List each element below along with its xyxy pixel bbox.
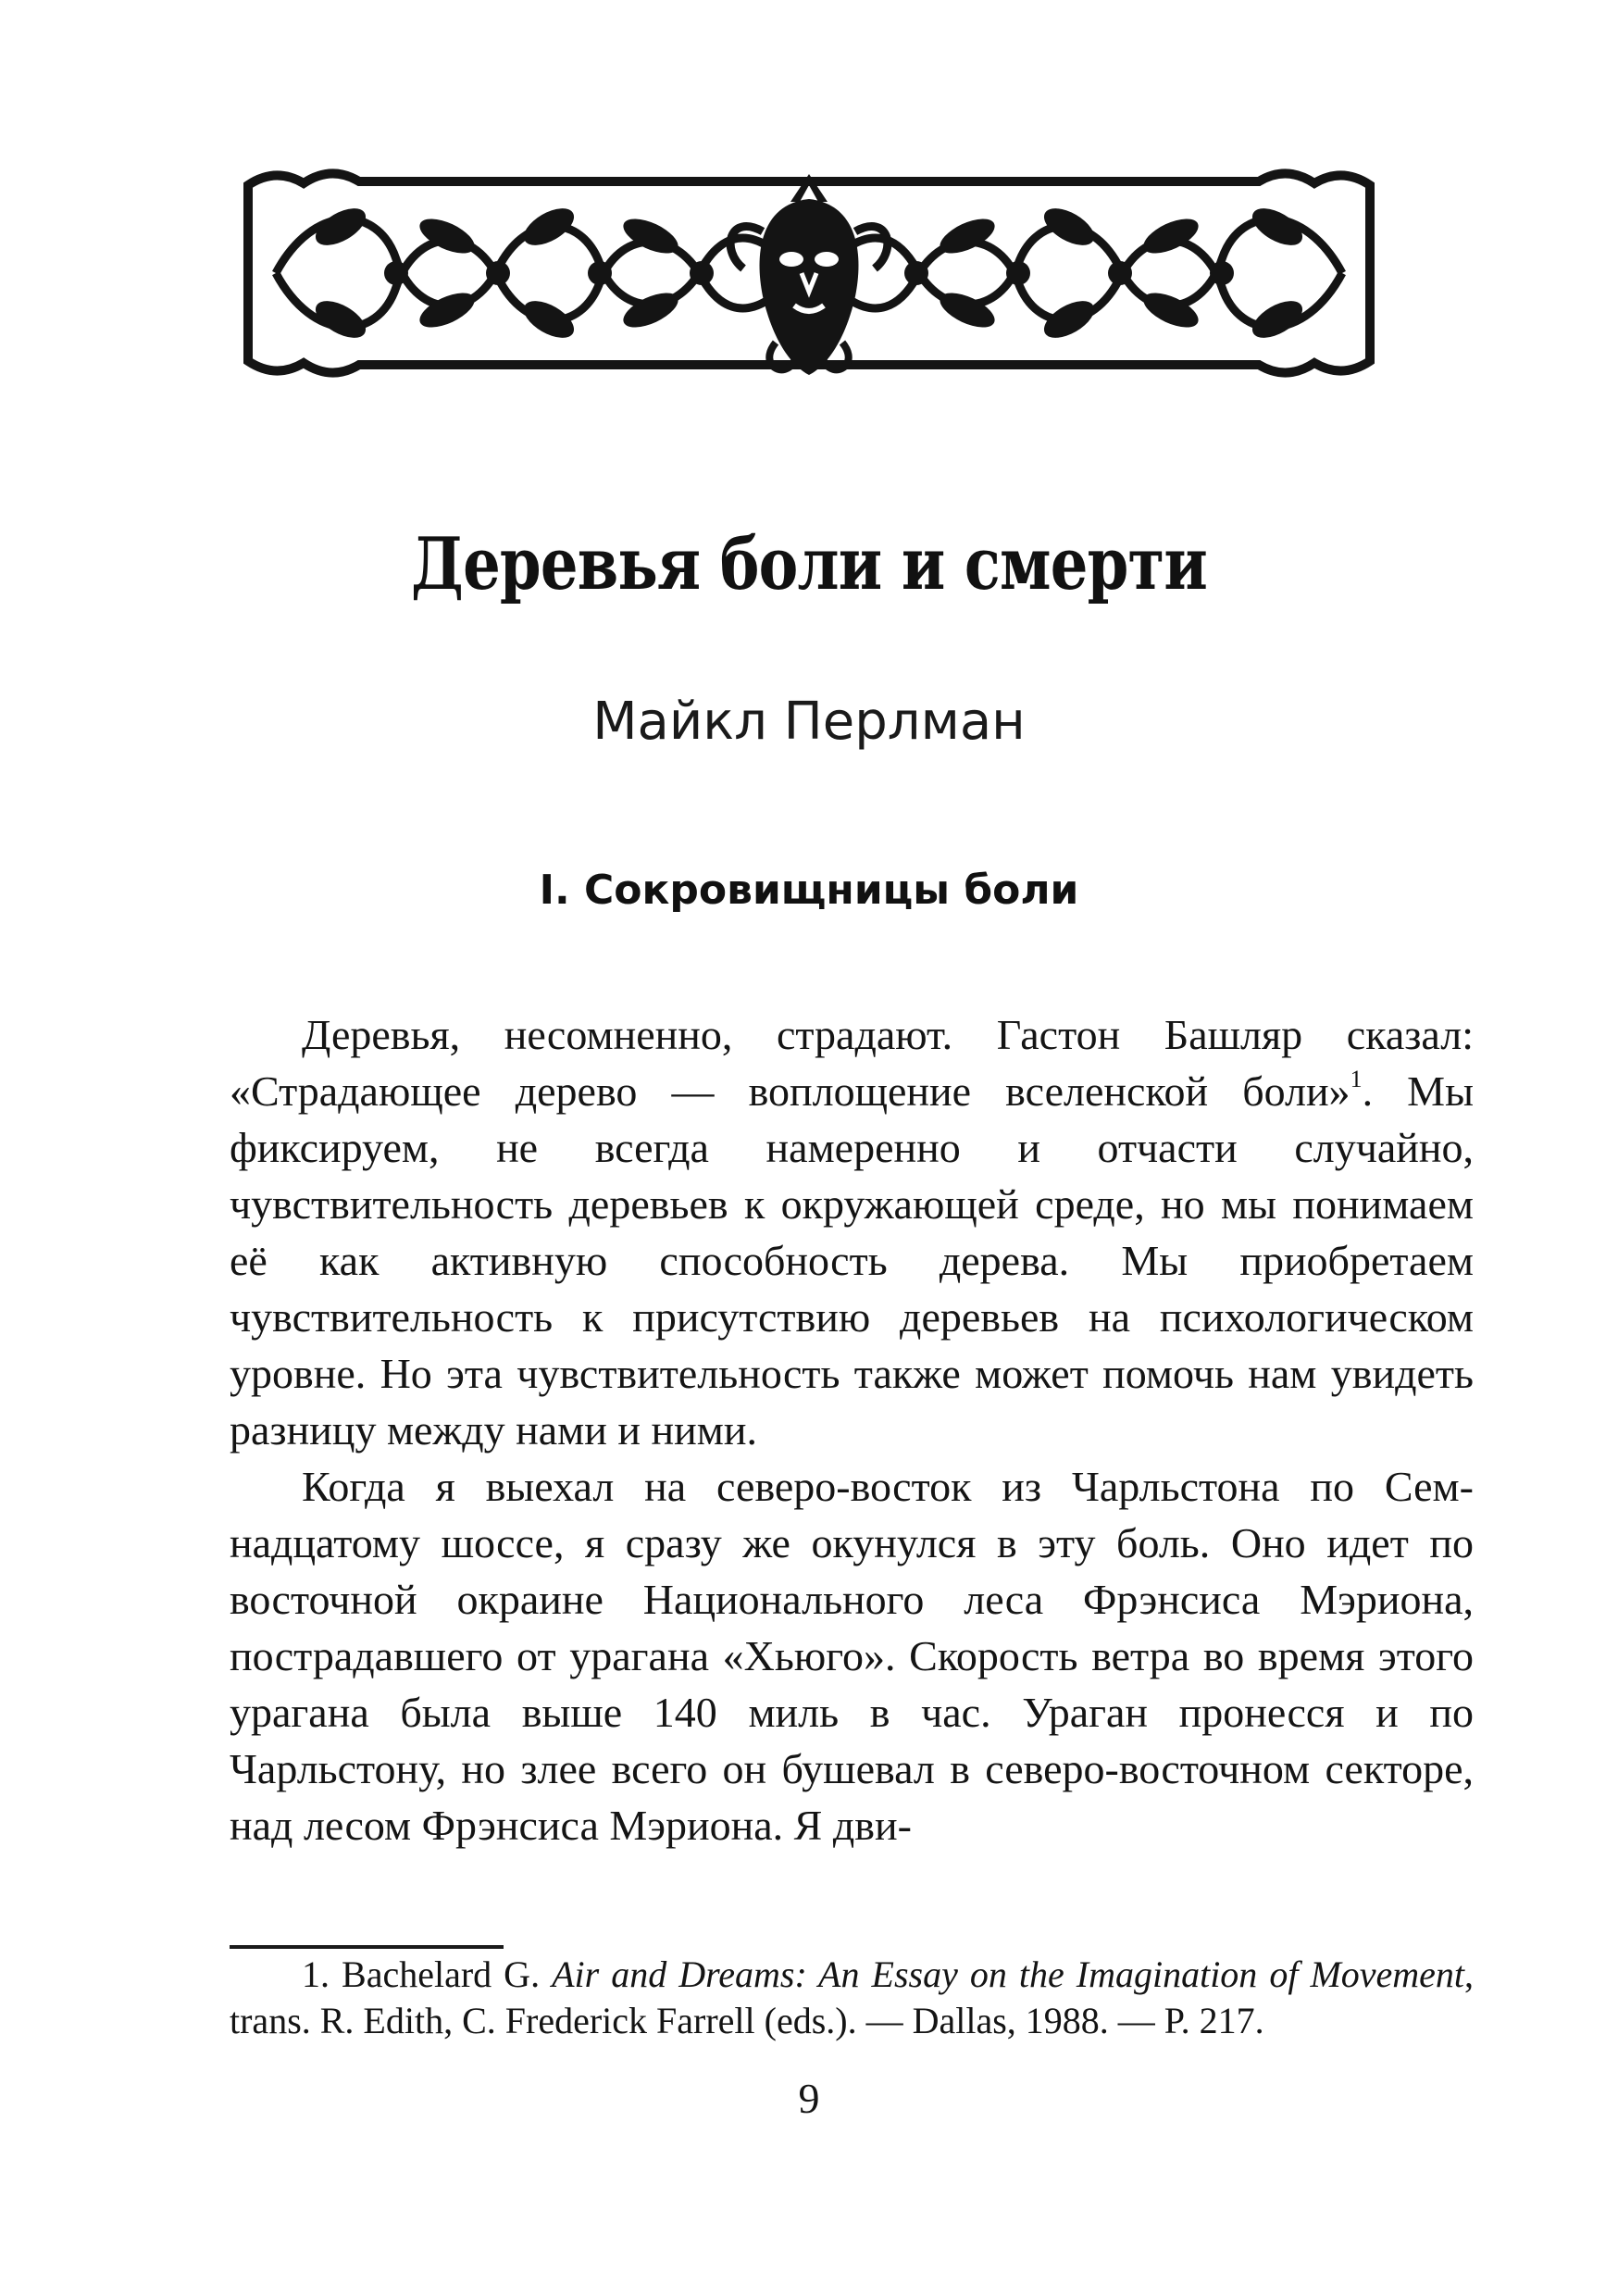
footnote-author: Bachelard G. xyxy=(342,1953,541,1995)
footnote-reference: 1 xyxy=(1350,1066,1363,1092)
paragraph-2: Когда я выехал на северо-восток из Чарльстона по Семнадцатому шоссе, я сразу же окунулся в эту боль. Оно идет по восточной окраине Национального леса Фрэнсиса Мэриона, пострадавшего от урагана «Хьюго». Скорость ветра во время этого урагана была выше 140 миль в час. Ураган пронесся и по Чарльстону, но злее всего он бушевал в северо-восточном секторе, над лесом Фрэнсиса Мэриона. Я дви- xyxy=(230,1463,1474,1849)
floral-headpiece-ornament xyxy=(239,157,1379,389)
paragraph-1 xyxy=(230,1006,1474,1458)
footnote-divider xyxy=(230,1945,504,1949)
author-name: Майкл Перлман xyxy=(592,692,1026,752)
section-heading: I. Сокровищницы боли xyxy=(539,867,1079,914)
footnote-work-title: Air and Dreams: An Essay on the Imagination of Movement xyxy=(552,1953,1465,1995)
footnote xyxy=(230,1952,1474,2044)
paragraph-1-text-end: . Мы фиксируем, не всегда намеренно и отчасти случайно, чувствительность деревьев к окружающей среде, но мы понимаем её как активную способность дерева. Мы приобретаем чувствительность к присутствию деревьев на психологическом уровне. Но эта чувствительность также может помочь нам увидеть разницу между нами и ними. xyxy=(230,1067,1474,1454)
body-text xyxy=(230,1006,1474,1853)
page-number: 9 xyxy=(798,2075,820,2122)
footnote-number: 1. xyxy=(302,1953,330,1995)
paragraph-1-text-start: Деревья, несомненно, страдают. Гастон Башляр сказал: «Страдающее дерево — воплощение вселенской боли» xyxy=(230,1011,1474,1115)
page-title: Деревья боли и смерти xyxy=(411,522,1207,606)
footnote-details: , trans. R. Edith, C. Frederick Farrell (eds.). — Dallas, 1988. — P. 217. xyxy=(230,1953,1475,2041)
